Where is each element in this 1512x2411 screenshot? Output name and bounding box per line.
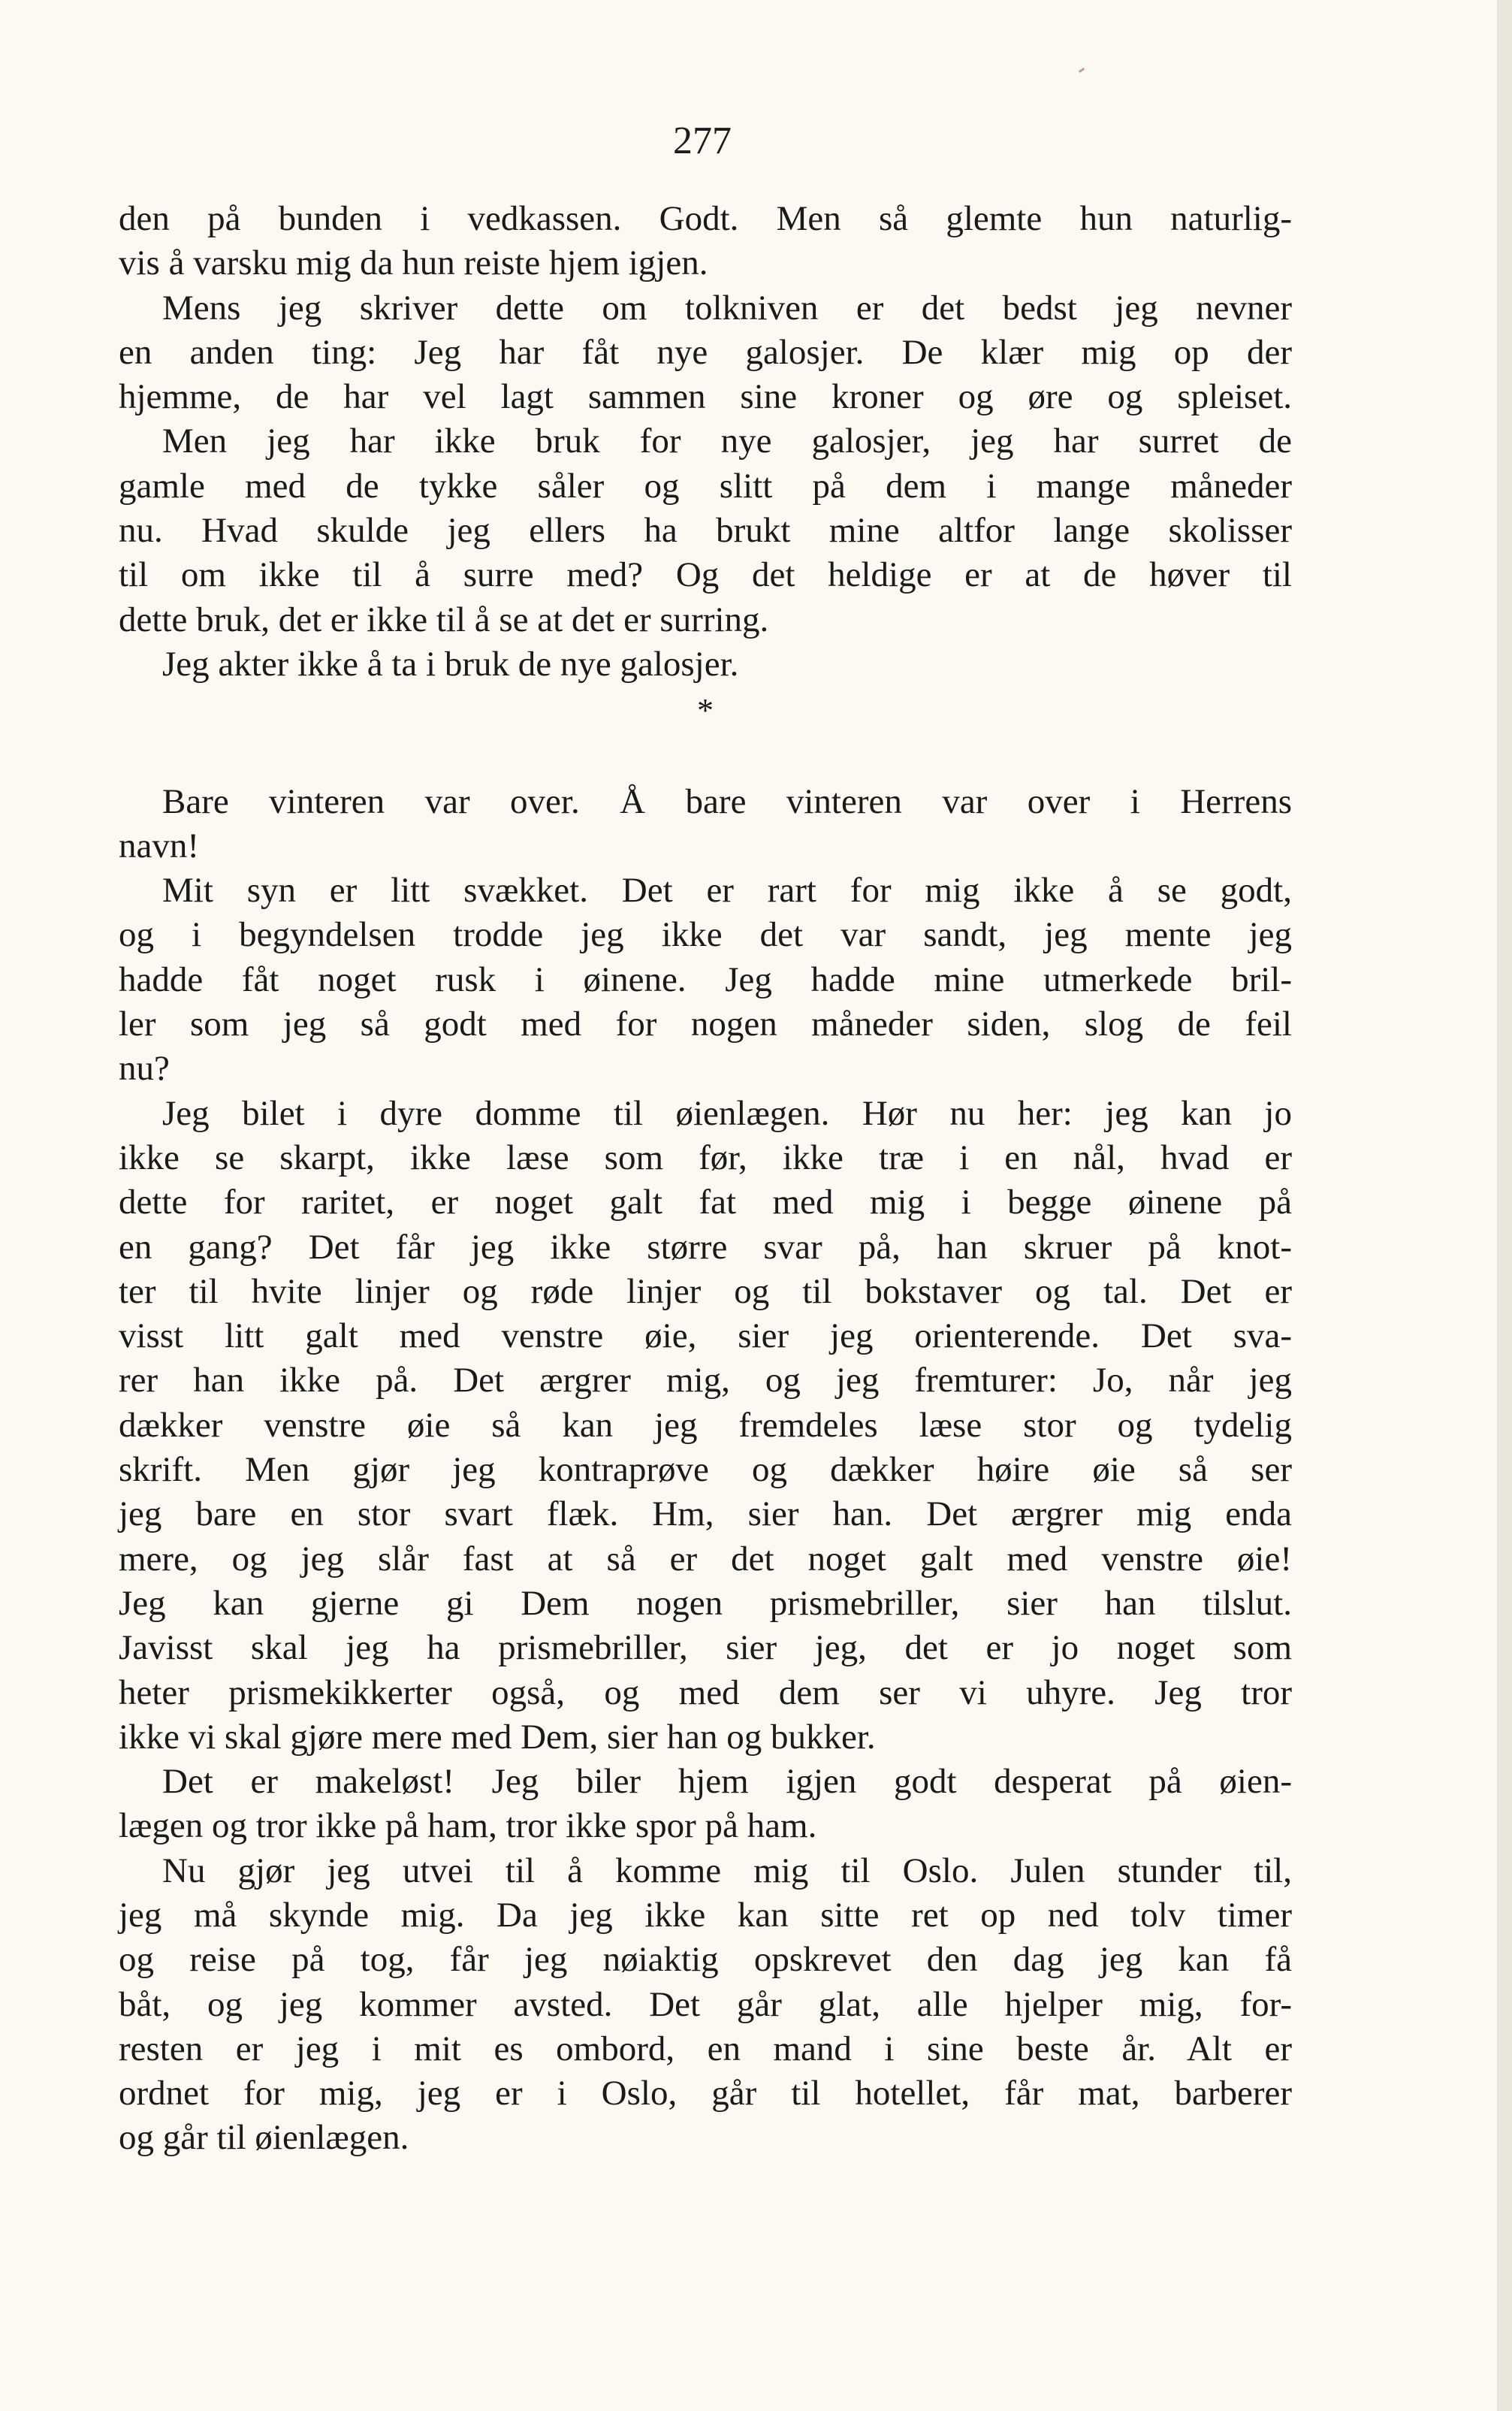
text-line: en anden ting: Jeg har fåt nye galosjer. De klær mig op der (119, 332, 1292, 372)
text-line: rer han ikke på. Det ærgrer mig, og jeg fremturer: Jo, når jeg (119, 1361, 1292, 1400)
page-edge (1497, 0, 1512, 2411)
text-line: heter prismekikkerter også, og med dem ser vi uhyre. Jeg tror (119, 1672, 1292, 1712)
text-line: Mens jeg skriver dette om tolkniven er det bedst jeg nevner (162, 288, 1292, 328)
text-line: båt, og jeg kommer avsted. Det går glat, alle hjelper mig, for- (119, 1984, 1292, 2024)
text-line: Men jeg har ikke bruk for nye galosjer, jeg har surret de (162, 421, 1292, 461)
text-line: Mit syn er litt svækket. Det er rart for mig ikke å se godt, (162, 871, 1292, 911)
text-line: ler som jeg så godt med for nogen måneder siden, slog de feil (119, 1005, 1292, 1044)
text-line: en gang? Det får jeg ikke større svar på, han skruer på knot- (119, 1227, 1292, 1267)
ink-mark (1079, 68, 1085, 73)
text-line: den på bunden i vedkassen. Godt. Men så glemte hun naturlig- (119, 199, 1292, 238)
text-line: visst litt galt med venstre øie, sier jeg orienterende. Det sva- (119, 1316, 1292, 1356)
text-line: gamle med de tykke såler og slitt på dem i mange måneder (119, 466, 1292, 506)
text-line: nu. Hvad skulde jeg ellers ha brukt mine altfor lange skolisser (119, 511, 1292, 551)
text-line: Jeg akter ikke å ta i bruk de nye galosjer. (162, 644, 739, 684)
text-line: jeg bare en stor svart flæk. Hm, sier han. Det ærgrer mig enda (119, 1494, 1292, 1534)
text-line: til om ikke til å surre med? Og det heldige er at de høver til (119, 555, 1292, 595)
text-line: jeg må skynde mig. Da jeg ikke kan sitte ret op ned tolv timer (119, 1895, 1292, 1935)
text-line: hadde fåt noget rusk i øinene. Jeg hadde mine utmerkede bril- (119, 959, 1292, 999)
text-line: lægen og tror ikke på ham, tror ikke spor på ham. (119, 1806, 817, 1846)
text-line: og i begyndelsen trodde jeg ikke det var sandt, jeg mente jeg (119, 915, 1292, 955)
page-number: 277 (673, 119, 732, 162)
text-line: vis å varsku mig da hun reiste hjem igjen. (119, 243, 708, 283)
section-gap (119, 733, 1292, 780)
text-line: resten er jeg i mit es ombord, en mand i sine beste år. Alt er (119, 2029, 1292, 2068)
text-line: Jeg bilet i dyre domme til øienlægen. Hør nu her: jeg kan jo (162, 1093, 1292, 1133)
text-line: Det er makeløst! Jeg biler hjem igjen godt desperat på øien- (162, 1762, 1292, 1802)
body-text (119, 197, 1292, 2161)
text-line: ordnet for mig, jeg er i Oslo, går til hotellet, får mat, barberer (119, 2074, 1292, 2113)
section-break-asterisk: * (697, 692, 714, 730)
text-line: nu? (119, 1049, 170, 1089)
text-line: Jeg kan gjerne gi Dem nogen prismebriller, sier han tilslut. (119, 1583, 1292, 1623)
text-line: og går til øienlægen. (119, 2118, 409, 2158)
text-line: dette for raritet, er noget galt fat med mig i begge øinene på (119, 1183, 1292, 1222)
text-line: ter til hvite linjer og røde linjer og til bokstaver og tal. Det er (119, 1271, 1292, 1311)
text-line: mere, og jeg slår fast at så er det noget galt med venstre øie! (119, 1539, 1292, 1579)
text-line: hjemme, de har vel lagt sammen sine kroner og øre og spleiset. (119, 377, 1292, 417)
text-line: og reise på tog, får jeg nøiaktig opskrevet den dag jeg kan få (119, 1940, 1292, 1980)
text-line: Nu gjør jeg utvei til å komme mig til Oslo. Julen stunder til, (162, 1851, 1292, 1890)
text-line: ikke vi skal gjøre mere med Dem, sier han og bukker. (119, 1717, 876, 1757)
text-line: dette bruk, det er ikke til å se at det er surring. (119, 600, 769, 639)
text-line: navn! (119, 826, 200, 866)
text-line: ikke se skarpt, ikke læse som før, ikke træ i en nål, hvad er (119, 1138, 1292, 1177)
text-line: dækker venstre øie så kan jeg fremdeles læse stor og tydelig (119, 1405, 1292, 1445)
text-line: skrift. Men gjør jeg kontraprøve og dækker høire øie så ser (119, 1450, 1292, 1490)
text-line: Javisst skal jeg ha prismebriller, sier jeg, det er jo noget som (119, 1628, 1292, 1668)
text-line: Bare vinteren var over. Å bare vinteren var over i Herrens (162, 781, 1292, 821)
